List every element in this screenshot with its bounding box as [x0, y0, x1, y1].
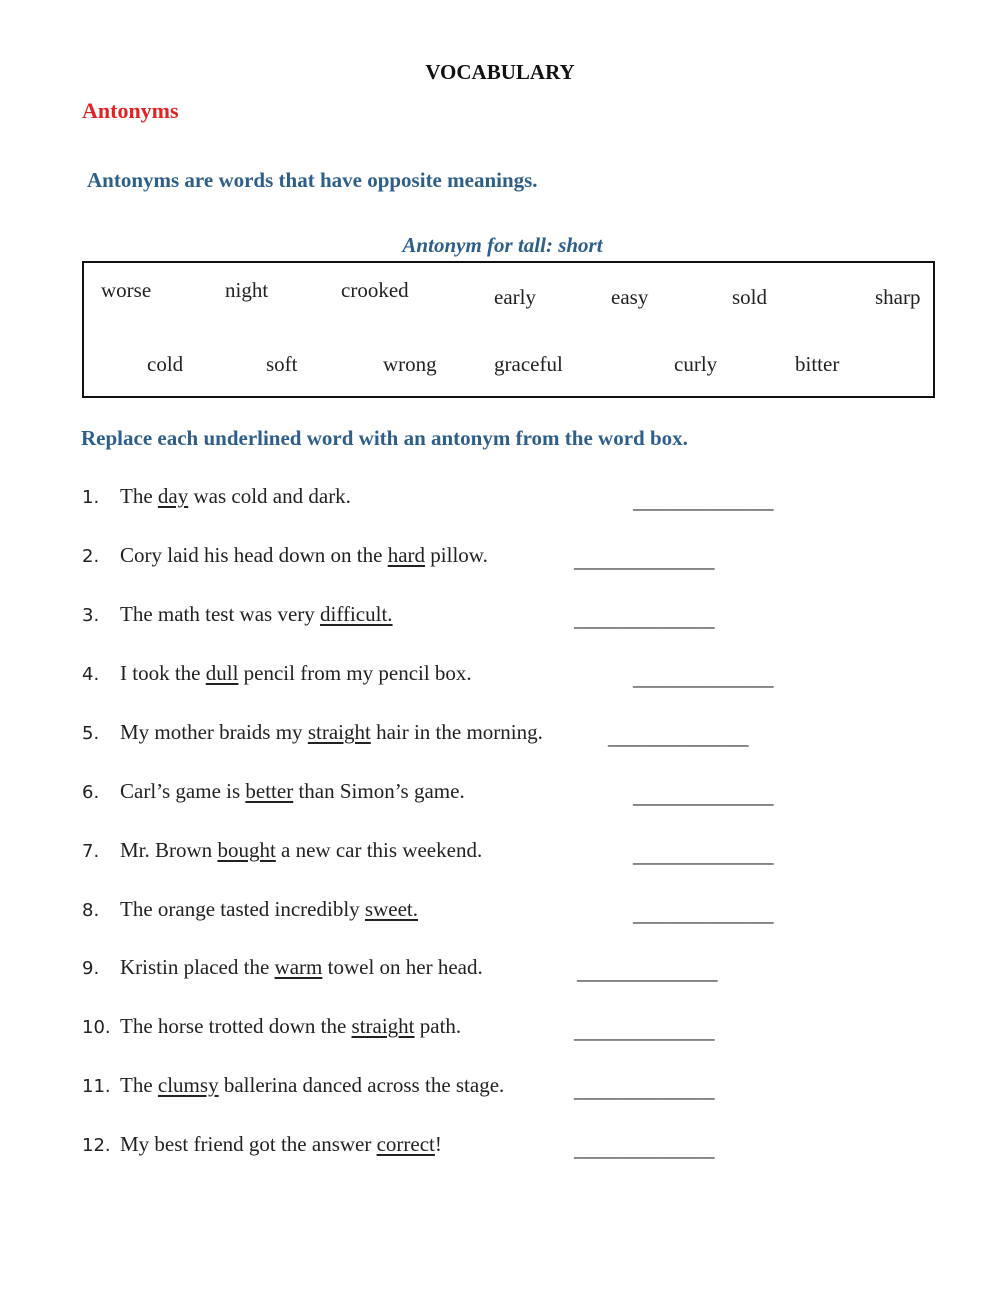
underlined-word: day [157, 484, 189, 508]
question-item: 6. Carl’s game is better than Simon’s game. [82, 779, 465, 803]
instruction-text: Replace each underlined word with an antonym from the word box. [81, 426, 688, 450]
question-item: 10. The horse trotted down the straight path. [82, 1014, 462, 1038]
example-text: Antonym for tall: short [402, 233, 603, 257]
question-number: 4. [82, 664, 100, 685]
underlined-word: difficult. [320, 602, 393, 626]
answer-blank[interactable]: ______________ [577, 960, 717, 984]
question-item: 7. Mr. Brown bought a new car this weekend. [82, 838, 483, 862]
underlined-word: clumsy [157, 1073, 219, 1097]
answer-blank[interactable]: ______________ [574, 1019, 714, 1043]
answer-blank[interactable]: ______________ [633, 843, 773, 867]
question-number: 12. [82, 1135, 111, 1156]
question-item: 4. I took the dull pencil from my pencil box. [82, 661, 472, 685]
question-number: 8. [82, 900, 100, 921]
word-box-word: early [494, 285, 536, 309]
word-box-word: crooked [341, 278, 409, 302]
underlined-word: warm [274, 955, 323, 979]
underlined-word: straight [307, 720, 371, 744]
answer-blank[interactable]: ______________ [574, 607, 714, 631]
question-item: 1. The day was cold and dark. [82, 484, 351, 508]
definition-text: Antonyms are words that have opposite meanings. [87, 168, 538, 192]
word-box [82, 261, 935, 398]
question-number: 3. [82, 605, 100, 626]
underlined-word: straight [351, 1014, 415, 1038]
answer-blank[interactable]: ______________ [633, 489, 773, 513]
word-box-word: cold [147, 352, 184, 376]
underlined-word: hard [387, 543, 426, 567]
underlined-word: dull [205, 661, 239, 685]
question-item: 11. The clumsy ballerina danced across the stage. [82, 1073, 505, 1097]
question-number: 9. [82, 958, 100, 979]
answer-blank[interactable]: ______________ [574, 1137, 714, 1161]
question-item: 2. Cory laid his head down on the hard pillow. [82, 543, 488, 567]
underlined-word: better [245, 779, 294, 803]
answer-blank[interactable]: ______________ [574, 548, 714, 572]
word-box-word: soft [266, 352, 298, 376]
question-number: 7. [82, 841, 100, 862]
word-box-word: sold [732, 285, 768, 309]
underlined-word: sweet. [364, 897, 418, 921]
word-box-word: easy [611, 285, 649, 309]
word-box-word: curly [674, 352, 718, 376]
question-item: 3. The math test was very difficult. [82, 602, 393, 626]
answer-blank[interactable]: ______________ [633, 902, 773, 926]
underlined-word: bought [217, 838, 276, 862]
word-box-word: wrong [383, 352, 437, 376]
section-heading: Antonyms [82, 98, 179, 123]
page-title: VOCABULARY [425, 60, 575, 84]
question-number: 6. [82, 782, 100, 803]
answer-blank[interactable]: ______________ [574, 1078, 714, 1102]
answer-blank[interactable]: ______________ [633, 784, 773, 808]
question-item: 8. The orange tasted incredibly sweet. [82, 897, 418, 921]
word-box-word: night [225, 278, 269, 302]
question-item: 5. My mother braids my straight hair in the morning. [82, 720, 543, 744]
word-box-word: worse [101, 278, 152, 302]
word-box-word: bitter [795, 352, 840, 376]
question-number: 11. [82, 1076, 111, 1097]
question-number: 5. [82, 723, 100, 744]
question-item: 9. Kristin placed the warm towel on her head. [82, 955, 483, 979]
question-number: 2. [82, 546, 100, 567]
underlined-word: correct [376, 1132, 435, 1156]
question-item: 12. My best friend got the answer correct! [82, 1132, 442, 1156]
word-box-word: graceful [494, 352, 563, 376]
word-box-word: sharp [875, 285, 921, 309]
question-number: 10. [82, 1017, 111, 1038]
answer-blank[interactable]: ______________ [608, 725, 748, 749]
question-number: 1. [82, 487, 100, 508]
answer-blank[interactable]: ______________ [633, 666, 773, 690]
